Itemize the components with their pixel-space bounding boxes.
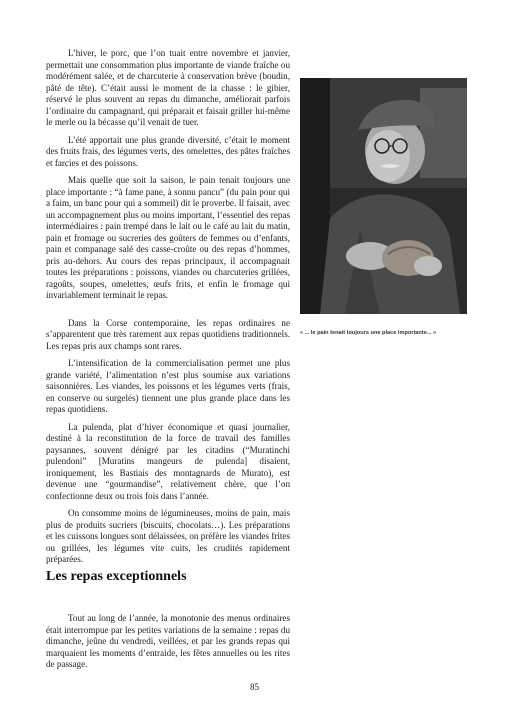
paragraph-consumption: On consomme moins de légumineuses, moins de pain, mais plus de produits sucriers (biscuits, chocolats…). Les préparations et les cuissons longues sont délaissées, on préfère les viandes frites ou grillées, les légumes vite cuits, les crudités rapidement préparées. <box>46 508 290 564</box>
main-text-column <box>46 48 290 572</box>
photo-old-man-with-bread <box>300 78 467 314</box>
paragraph-bread: Mais quelle que soit la saison, le pain tenait toujours une place importante : “à fame pane, à sonnu pancu” (du pain pour qui a faim, un banc pour qui a sommeil) dit le proverbe. Il faisait, avec un accompagnement plus ou moins important, l’essentiel des repas intermédiaires : pain trempé dans le lait ou le café au lait du matin, pain et fromage ou sucreries des goûters de femmes ou d’enfants, pain et companage salé des casse-croûte ou des repas d’hommes, pris au-dehors. Au cours des repas principaux, il accompagnait toutes les préparations : poissons, viandes ou charcuteries grillées, ragoûts, soupes, omelettes, œufs frits, et enfin le fromage qui invariablement terminait le repas. <box>46 175 290 300</box>
page-number: 85 <box>250 682 259 692</box>
photo-illustration <box>300 78 467 314</box>
paragraph-pulenda: La pulenda, plat d’hiver économique et quasi journalier, destiné à la reconstitution de la force de travail des familles paysannes, souvent dénigré par les citadins (“Muratinchi pulendoni” [Muratins mangeurs de pulenda] disaient, ironiquement, les Bastiais des montagnards de Murato), est devenue une “gourmandise”, relativement chère, que l’on confectionne deux ou trois fois dans l’année. <box>46 421 290 501</box>
paragraph-winter: L’hiver, le porc, que l’on tuait entre novembre et janvier, permettait une consommation plus importante de viande fraîche ou modérément salée, et de charcuterie à conservation brève (boudin, pâté de tête). C’était aussi le moment de la chasse : le gibier, réservé le plus souvent au repas du dimanche, améliorait parfois l’ordinaire du campagnard, qui préparait et faisait griller lui-même le merle ou la bécasse qu’il venait de tuer. <box>46 48 290 127</box>
section-text-column <box>46 613 290 671</box>
paragraph-exceptional-meals: Tout au long de l’année, la monotonie des menus ordinaires était interrompue par les petites variations de la semaine : repas du dimanche, jeûne du vendredi, veillées, et par les grands repas qui marquaient les moments d’entraide, les fêtes annuelles ou les rites de passage. <box>46 613 290 669</box>
paragraph-summer: L’été apportait une plus grande diversité, c’était le moment des fruits frais, des légumes verts, des omelettes, des pâtes fraîches et farcies et des poissons. <box>46 134 290 168</box>
paragraph-contemporary: Dans la Corse contemporaine, les repas ordinaires ne s’apparentent que très rarement aux repas quotidiens traditionnels. Les repas pris aux champs sont rares. <box>46 317 290 351</box>
paragraph-commercialisation: L’intensification de la commercialisation permet une plus grande variété, l’alimentation n’est plus soumise aux variations saisonnières. Les viandes, les poissons et les légumes verts (frais, en conserve ou surgelés) tiennent une plus grande place dans les repas quotidiens. <box>46 358 290 414</box>
photo-caption: « ... le pain tenait toujours une place importante... » <box>300 330 437 336</box>
section-heading: Les repas exceptionnels <box>46 569 187 584</box>
